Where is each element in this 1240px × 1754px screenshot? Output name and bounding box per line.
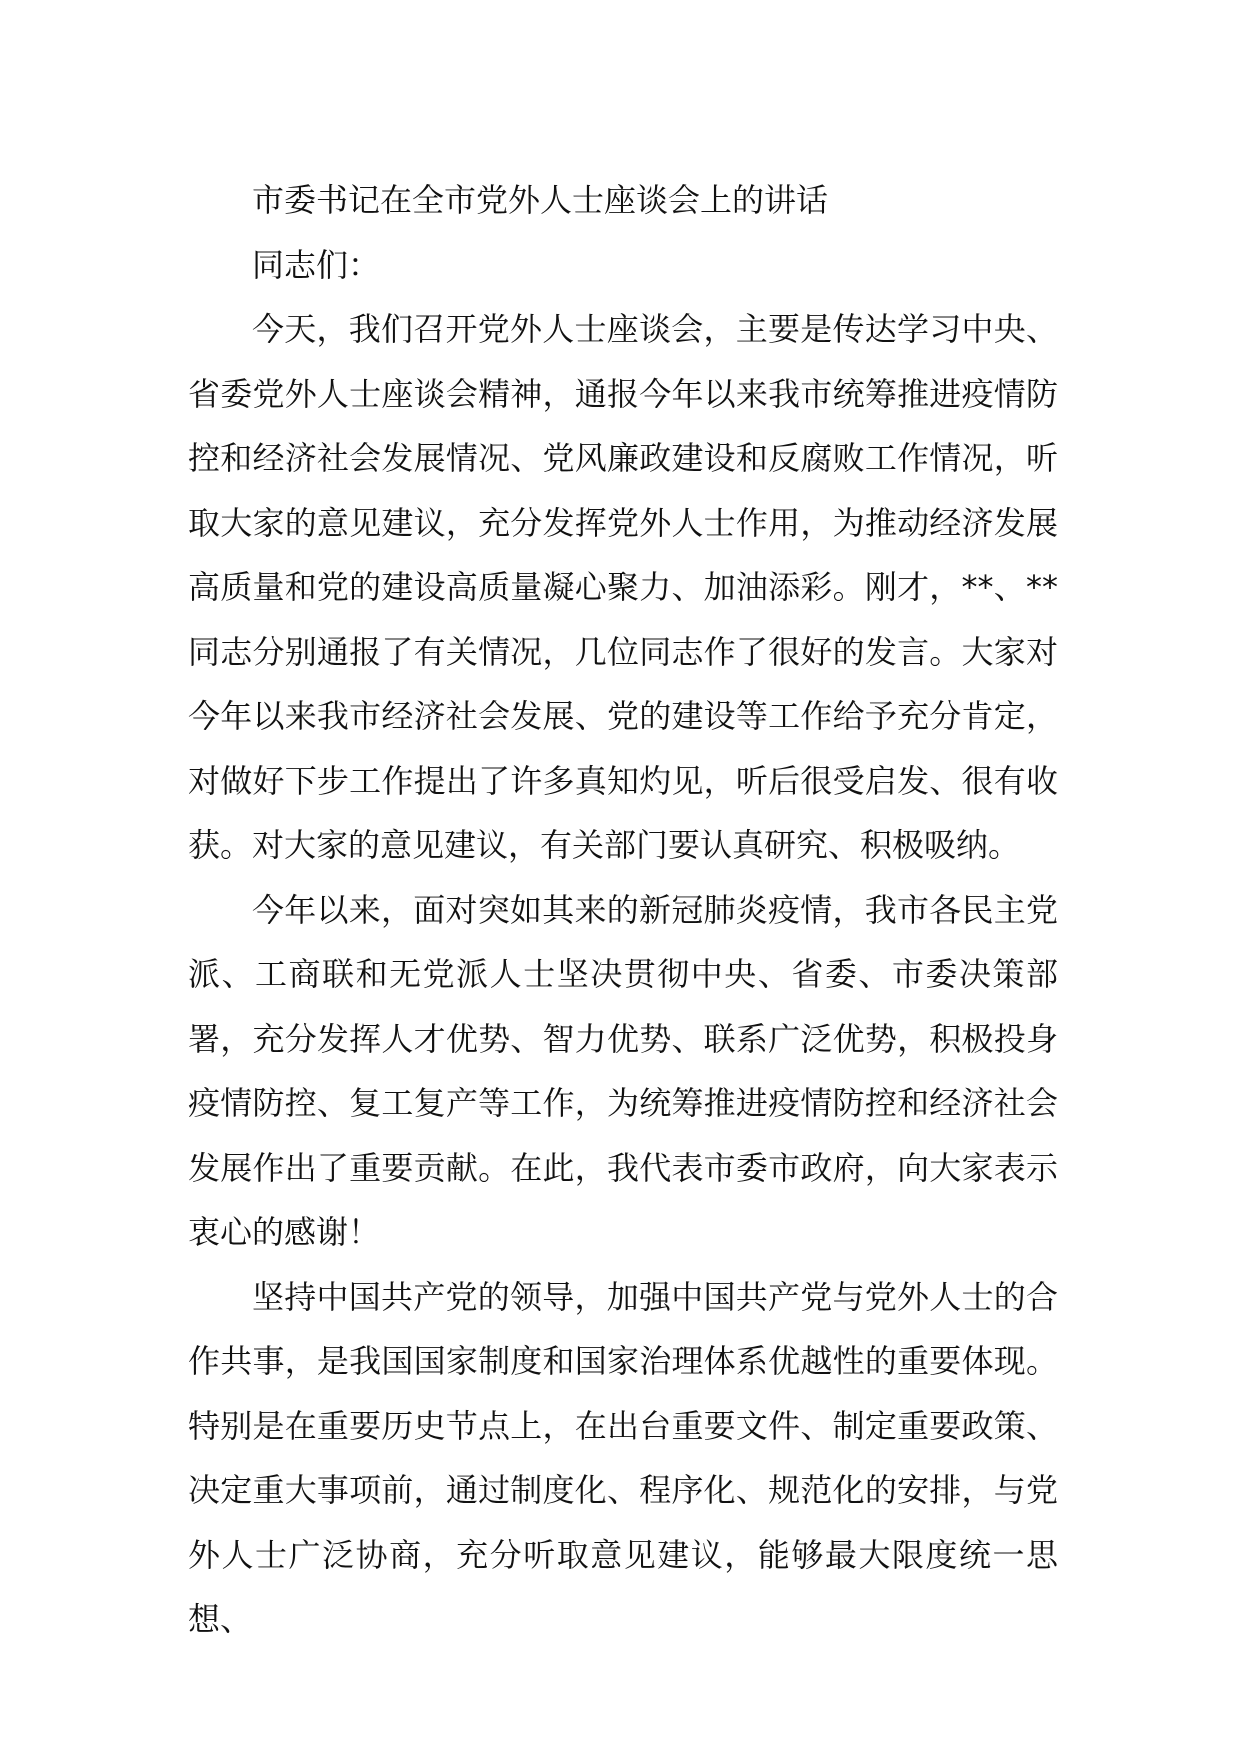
paragraph-2: 今年以来，面对突如其来的新冠肺炎疫情，我市各民主党派、工商联和无党派人士坚决贯彻中央、省委、市委决策部署，充分发挥人才优势、智力优势、联系广泛优势，积极投身疫情防控、复工复产等工作，为统筹推进疫情防控和经济社会发展作出了重要贡献。在此，我代表市委市政府，向大家表示衷心的感谢！ xyxy=(188,890,1058,1251)
paragraph-1: 今天，我们召开党外人士座谈会，主要是传达学习中央、省委党外人士座谈会精神，通报今年以来我市统筹推进疫情防控和经济社会发展情况、党风廉政建设和反腐败工作情况，听取大家的意见建议，充分发挥党外人士作用，为推动经济发展高质量和党的建设高质量凝心聚力、加油添彩。刚才，**、**同志分别通报了有关情况，几位同志作了很好的发言。大家对今年以来我市经济社会发展、党的建设等工作给予充分肯定，对做好下步工作提出了许多真知灼见，听后很受启发、很有收获。对大家的意见建议，有关部门要认真研究、积极吸纳。 xyxy=(188,310,1058,864)
salutation: 同志们： xyxy=(252,245,381,284)
document-title: 市委书记在全市党外人士座谈会上的讲话 xyxy=(252,181,829,219)
paragraph-3: 坚持中国共产党的领导，加强中国共产党与党外人士的合作共事，是我国国家制度和国家治理体系优越性的重要体现。特别是在重要历史节点上，在出台重要文件、制定重要政策、决定重大事项前，通过制度化、程序化、规范化的安排，与党外人士广泛协商，充分听取意见建议，能够最大限度统一思想、 xyxy=(188,1277,1058,1638)
document-body xyxy=(188,168,1058,1652)
